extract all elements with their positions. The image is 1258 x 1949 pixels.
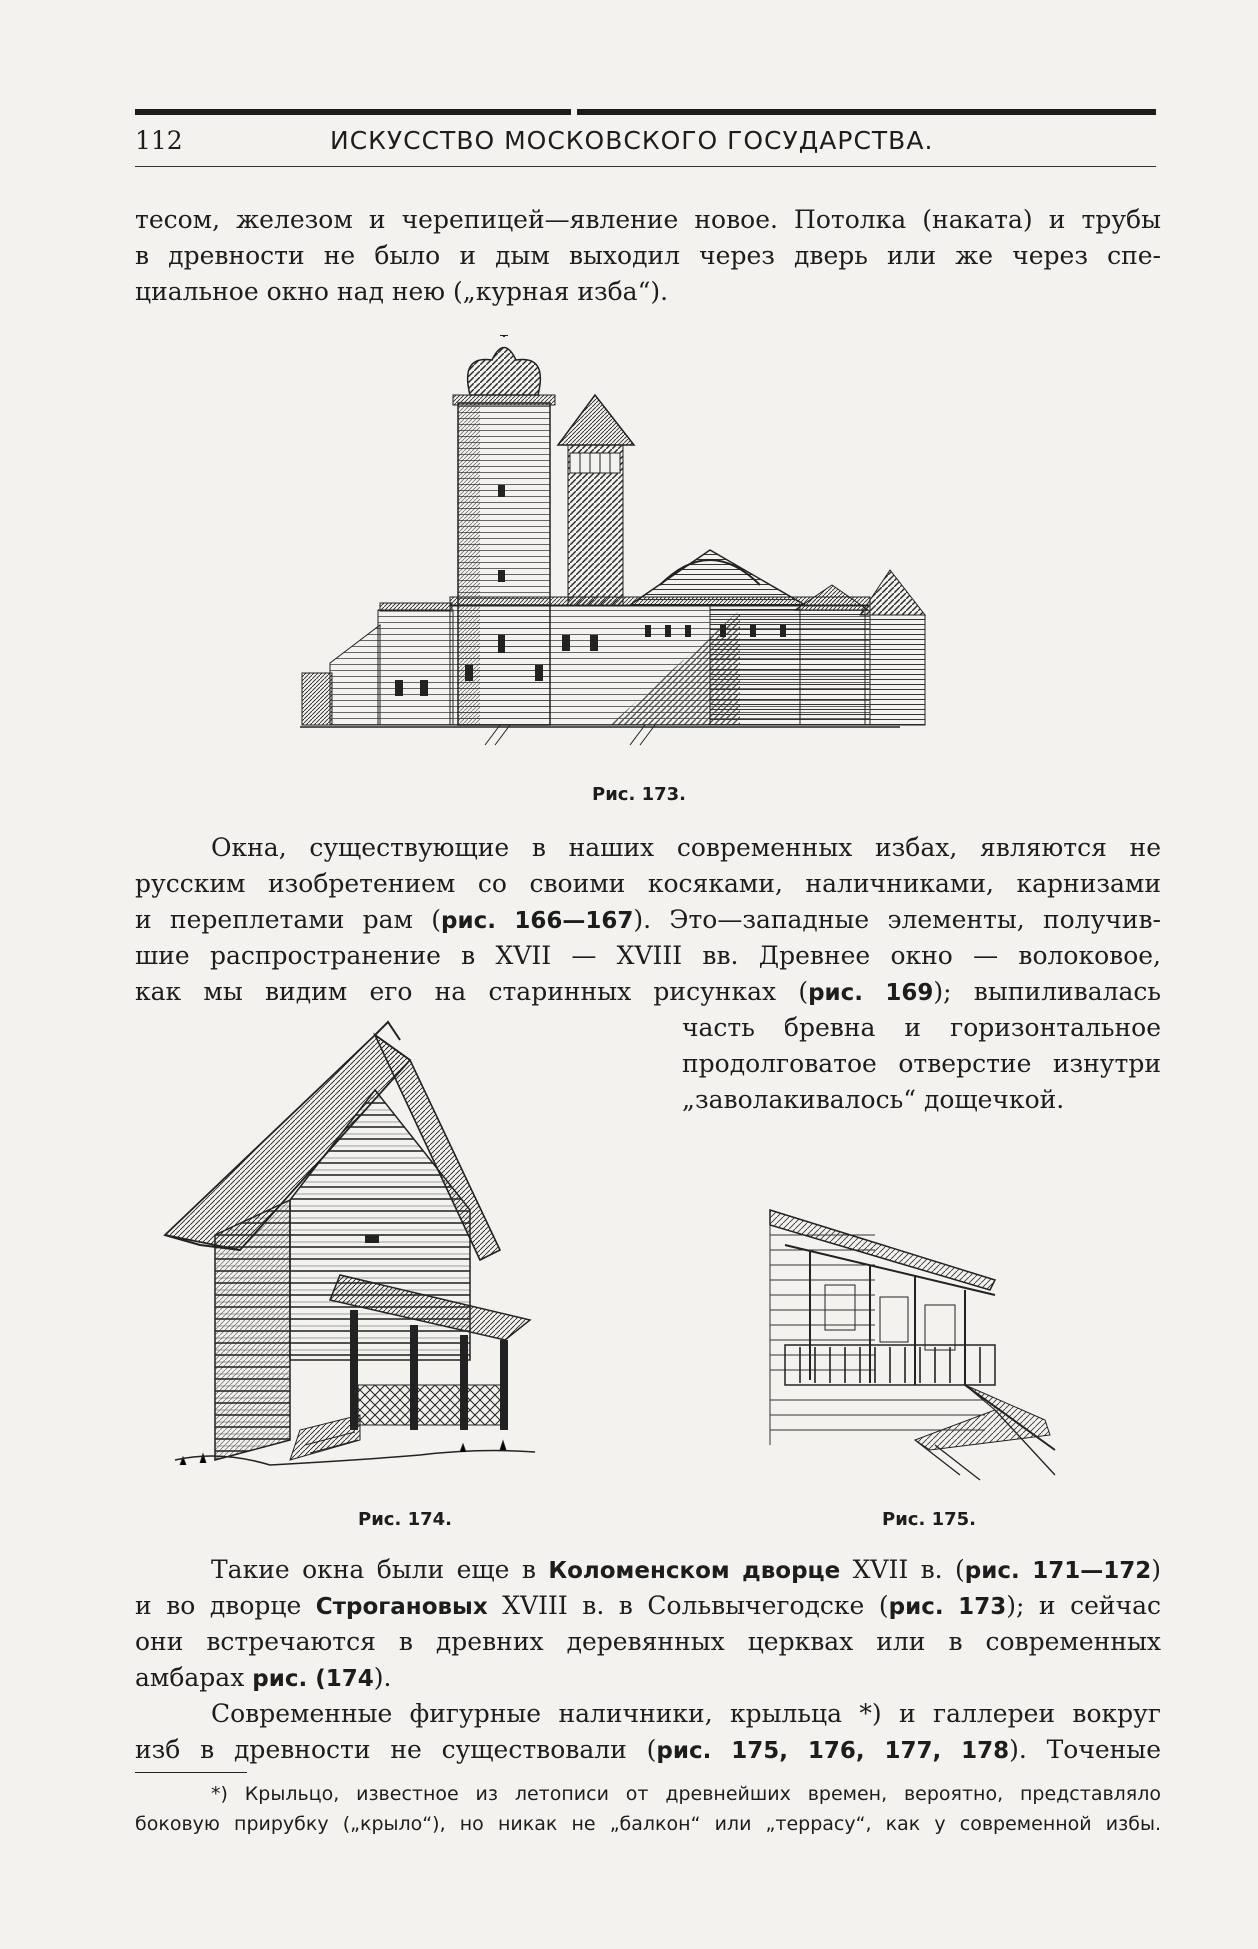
body-line: продолговатое отверстие изнутри [682, 1049, 1161, 1078]
figure-reference: рис. 171—172 [964, 1558, 1152, 1584]
body-line: в древности не было и дым выходил через дверь или же через спе- [135, 241, 1161, 270]
body-line: и переплетами рам (рис. 166—167). Это—западные элементы, получив- [135, 905, 1161, 934]
header-thin-rule [135, 166, 1156, 167]
place-name: Коломенском дворце [548, 1558, 841, 1584]
footnote-line: боковую прирубку („крыло“), но никак не „балкон“ или „террасу“, как у современной избы. [135, 1813, 1161, 1835]
body-line: и во дворце Строгановых XVIII в. в Сольвычегодске (рис. 173); и сейчас [135, 1591, 1162, 1620]
figure-reference: рис. 166—167 [441, 908, 634, 934]
body-line: „заволакивалось“ дощечкой. [682, 1085, 1065, 1114]
body-line: Современные фигурные наличники, крыльца *) и галлереи вокруг [211, 1699, 1161, 1728]
figure-174-caption: Рис. 174. [358, 1509, 452, 1530]
figure-reference: рис. (174 [252, 1666, 374, 1692]
figure-173-caption: Рис. 173. [592, 784, 686, 805]
footnote-rule [135, 1772, 247, 1773]
body-line: Такие окна были еще в Коломенском дворце XVII в. (рис. 171—172) [211, 1555, 1161, 1584]
body-line: тесом, железом и черепицей—явление новое. Потолка (наката) и трубы [135, 205, 1161, 234]
body-line: как мы видим его на старинных рисунках (рис. 169); выпиливалась [135, 977, 1161, 1006]
body-line: они встречаются в древних деревянных церквах или в современных [135, 1627, 1161, 1656]
figure-175-porch-illustration [765, 1205, 1075, 1505]
body-line: изб в древности не существовали (рис. 175, 176, 177, 178). Точеные [135, 1735, 1161, 1764]
figure-reference: рис. 169 [808, 980, 934, 1006]
body-line: Окна, существующие в наших современных избах, являются не [211, 833, 1161, 862]
figure-175-caption: Рис. 175. [882, 1509, 976, 1530]
running-title: ИСКУССТВО МОСКОВСКОГО ГОСУДАРСТВА. [330, 126, 934, 155]
footnote-line: *) Крыльцо, известное из летописи от древнейших времен, вероятно, представляло [211, 1783, 1161, 1805]
figure-173-palace-illustration [300, 335, 990, 765]
body-line: русским изобретением со своими косяками, наличниками, карнизами [135, 869, 1161, 898]
body-line: шие распространение в XVII — XVIII вв. Древнее окно — волоковое, [135, 941, 1161, 970]
body-line: циальное окно над нею („курная изба“). [135, 277, 669, 306]
figure-reference: рис. 175, 176, 177, 178 [656, 1738, 1010, 1764]
running-head [135, 126, 1156, 162]
page-number: 112 [135, 126, 183, 155]
header-double-rule [135, 109, 1156, 115]
figure-174-log-hut-illustration [160, 1020, 640, 1480]
figure-reference: рис. 173 [888, 1594, 1007, 1620]
place-name: Строгановых [315, 1594, 488, 1620]
body-line: часть бревна и горизонтальное [682, 1013, 1161, 1042]
body-line: амбарах рис. (174). [135, 1663, 392, 1692]
